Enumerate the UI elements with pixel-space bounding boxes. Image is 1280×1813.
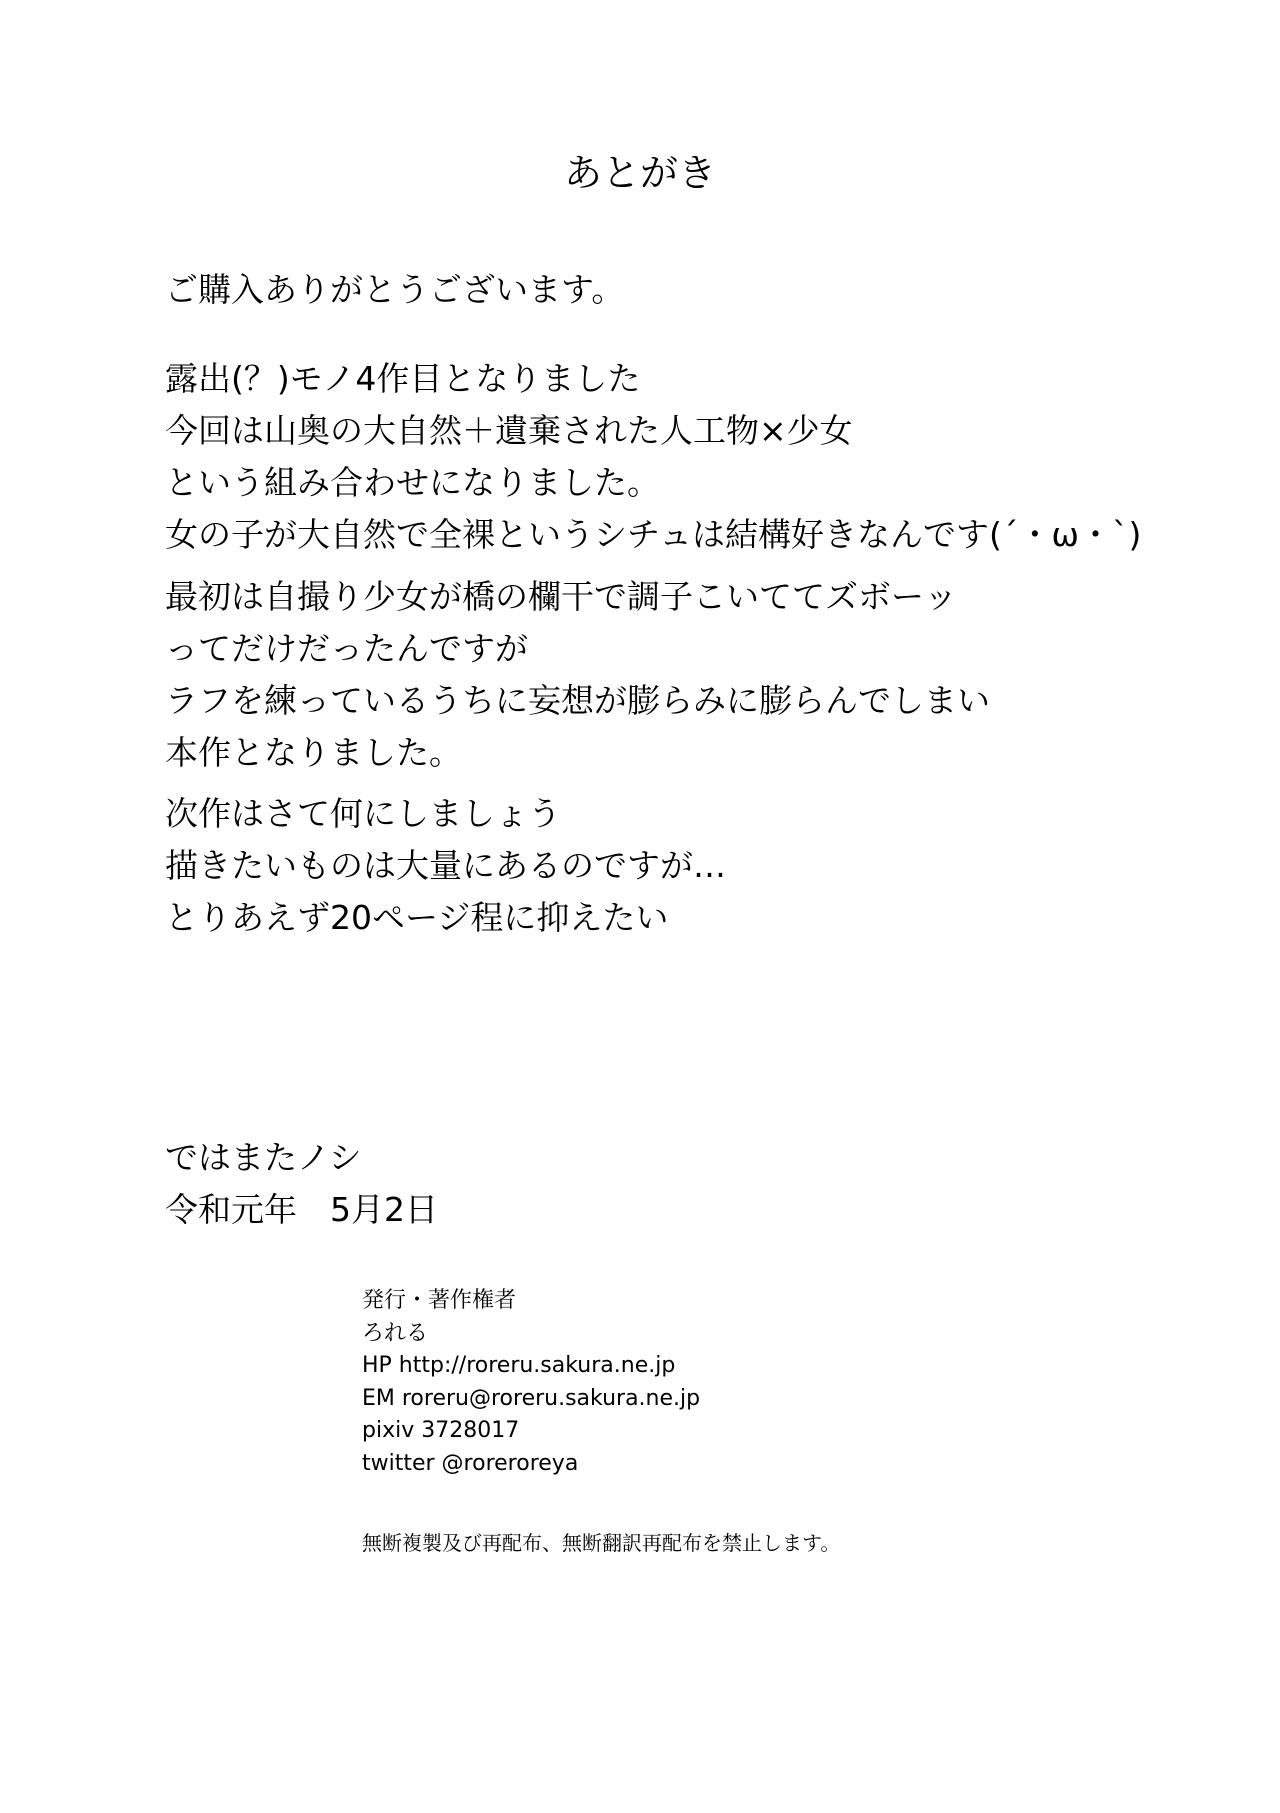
intro-line-2: 今回は山奥の大自然＋遺棄された人工物×少女 [165,411,853,450]
intro-line-3: という組み合わせになりました。 [165,463,660,502]
greeting-paragraph [165,264,1245,316]
next-work-line-3: とりあえず20ページ程に抑えたい [165,898,669,937]
origin-line-3: ラフを練っているうちに妄想が膨らみに膨らんでしまい [165,681,990,720]
colophon [362,1285,1262,1480]
pixiv-id: pixiv 3728017 [362,1418,520,1443]
copyright-notice: 無断複製及び再配布、無断翻訳再配布を禁止します。 [362,1531,841,1555]
next-work-line-1: 次作はさて何にしましょう [165,794,561,833]
greeting-line: ご購入ありがとうございます。 [165,270,625,309]
intro-line-4: 女の子が大自然で全裸というシチュは結構好きなんです(´・ω・`) [165,515,1142,554]
next-work-line-2: 描きたいものは大量にあるのですが… [165,846,726,885]
origin-paragraph [165,571,1245,779]
origin-line-4: 本作となりました。 [165,733,462,772]
twitter-handle: twitter @roreroreya [362,1450,579,1476]
email-address: EM roreru@roreru.sakura.ne.jp [362,1385,701,1411]
colophon-heading: 発行・著作権者 [362,1288,517,1313]
date-line: 令和元年 5月2日 [165,1190,438,1229]
farewell-line: ではまたノシ [165,1138,362,1177]
origin-line-1: 最初は自撮り少女が橋の欄干で調子こいててズボーッ [165,577,957,616]
intro-paragraph [165,353,1245,561]
author-name: ろれる [362,1320,429,1346]
origin-line-2: ってだけだったんですが [165,629,528,668]
page-title: あとがき [563,151,716,195]
homepage-url: HP http://roreru.sakura.ne.jp [362,1353,676,1378]
next-work-paragraph [165,788,1245,944]
signoff [165,1132,1245,1236]
intro-line-1: 露出(？)モノ4作目となりました [165,359,641,398]
